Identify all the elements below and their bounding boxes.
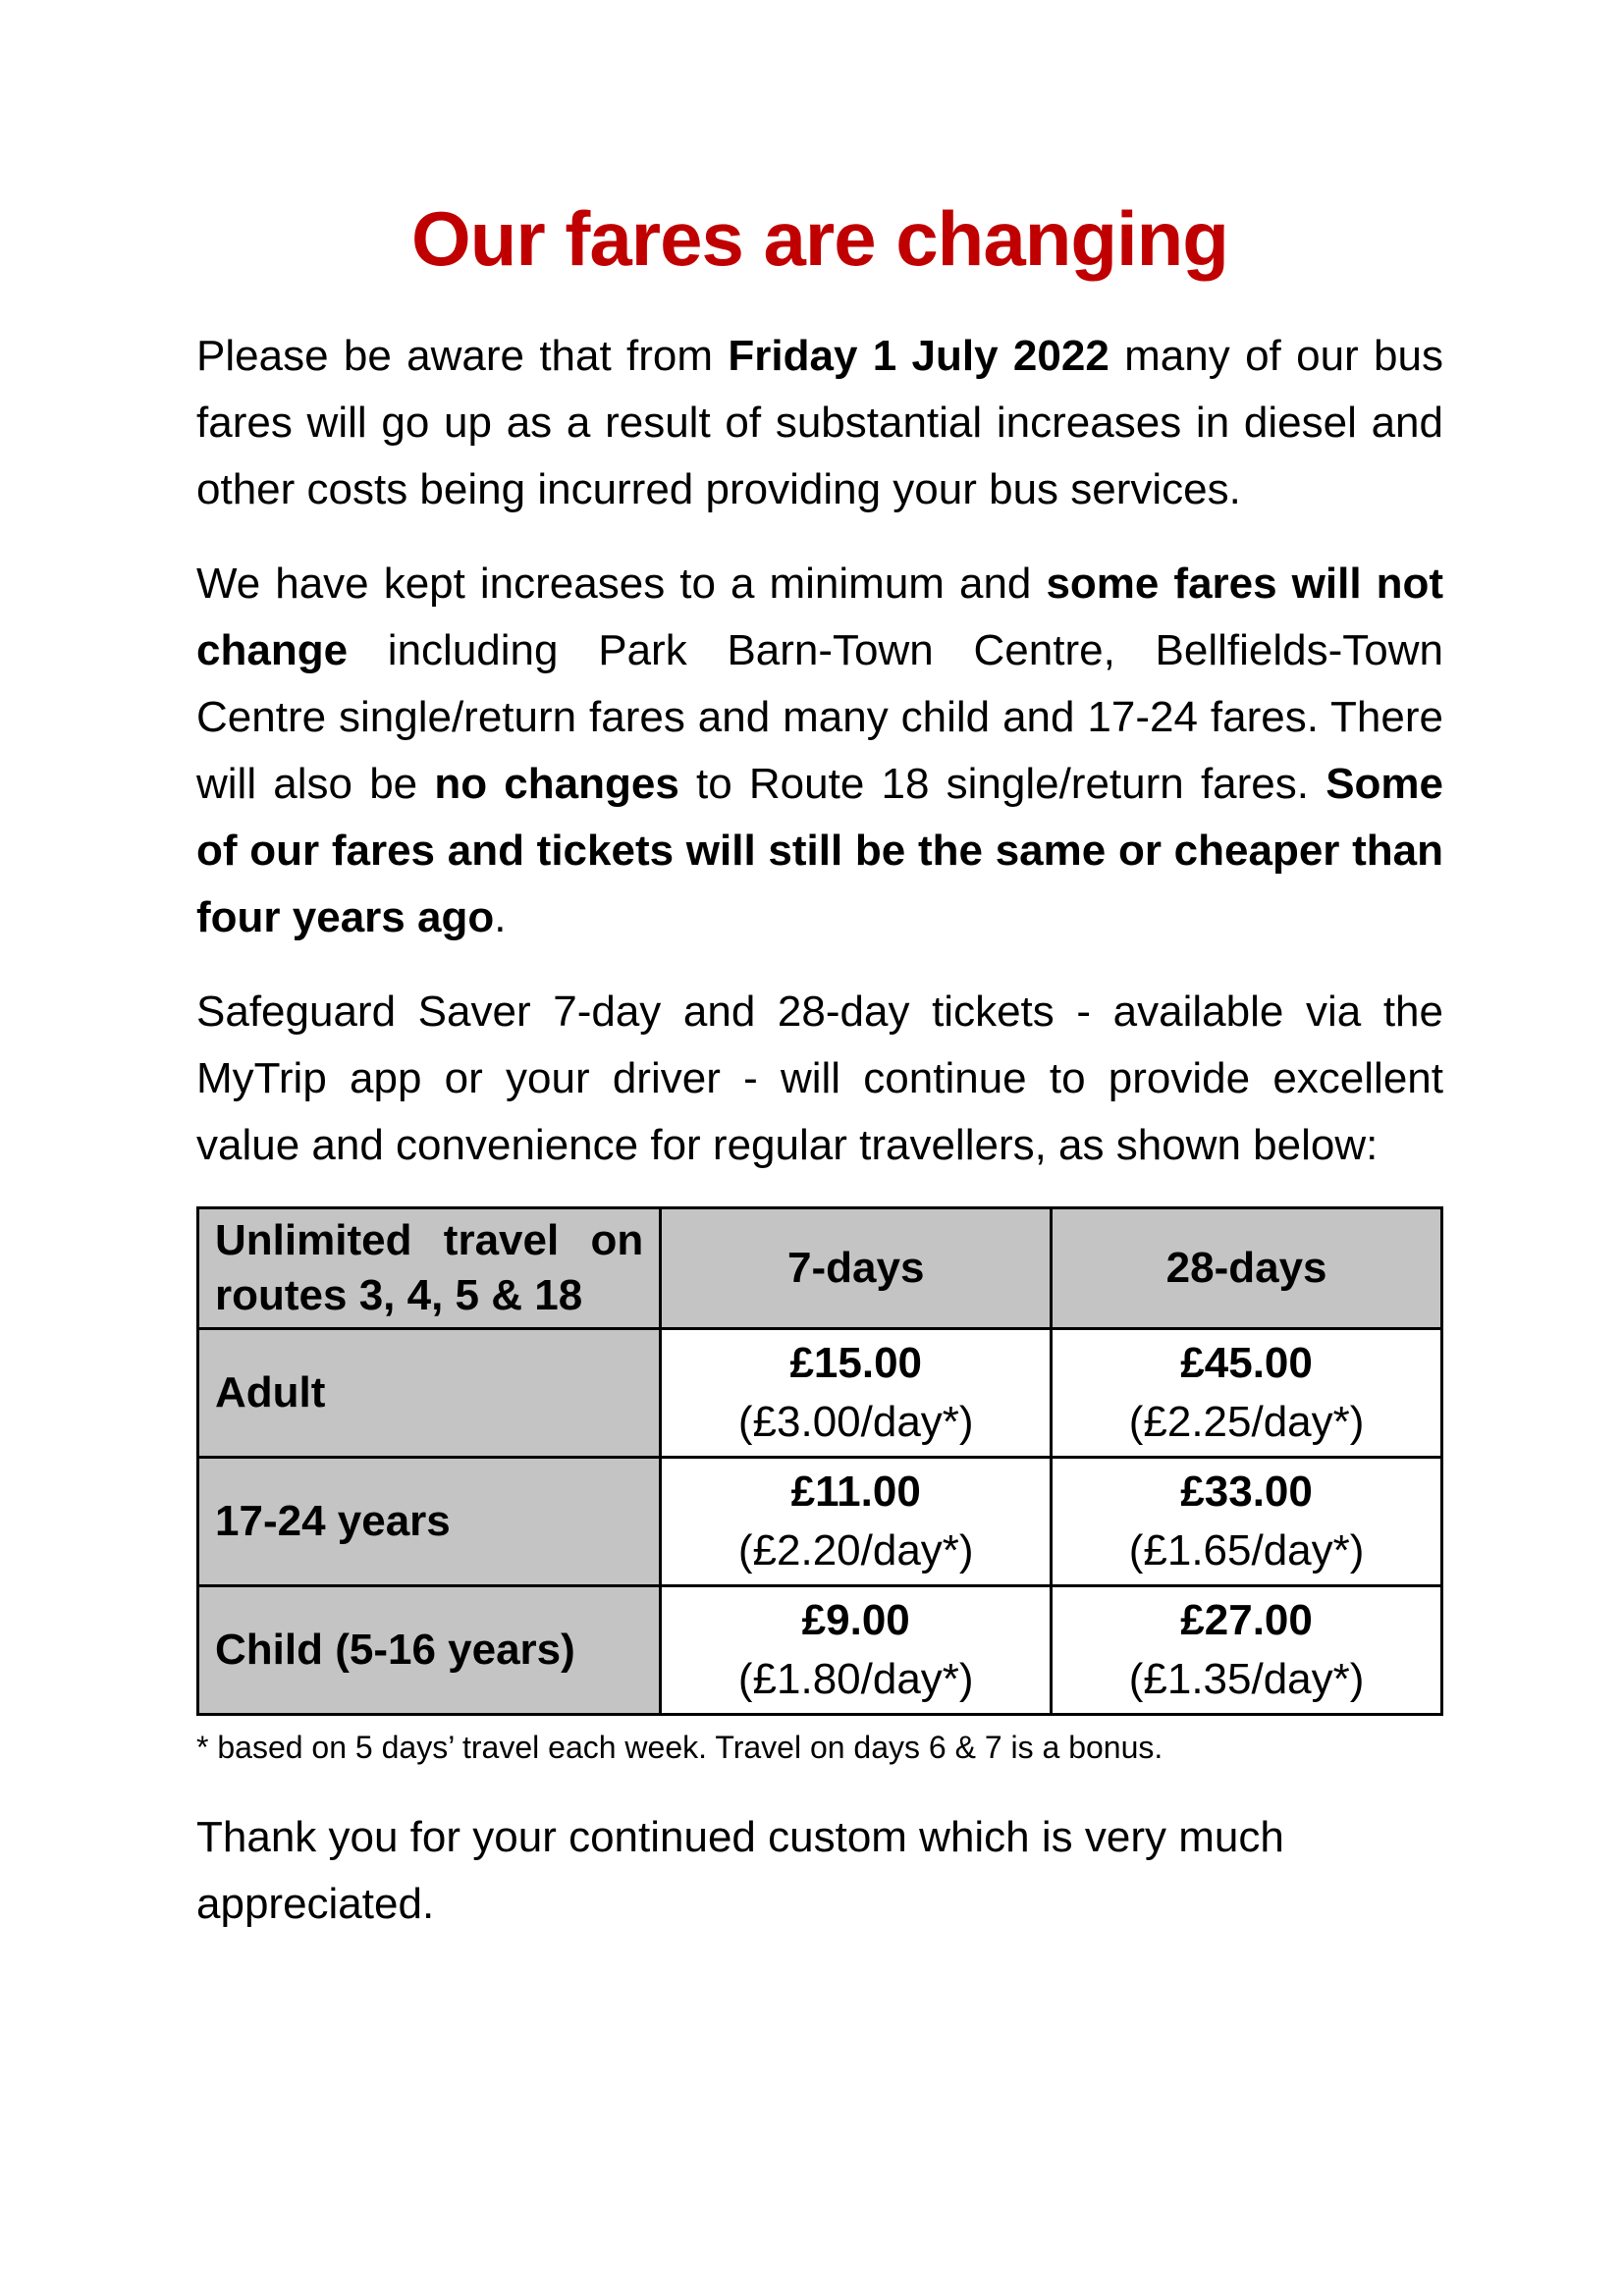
adult-28days-cell — [1052, 1329, 1442, 1458]
routes-header-line-2: routes 3, 4, 5 & 18 — [215, 1271, 583, 1320]
closing-paragraph: Thank you for your continued custom which is very much appreciated. — [196, 1813, 1284, 1929]
price-amount: £11.00 — [790, 1468, 921, 1517]
row-label-child: Child (5-16 years) — [198, 1586, 661, 1715]
price-per-day: (£1.65/day*) — [1128, 1526, 1365, 1575]
price-per-day: (£3.00/day*) — [737, 1398, 974, 1447]
price-amount: £9.00 — [801, 1596, 910, 1645]
price-amount: £27.00 — [1180, 1596, 1313, 1645]
table-header-row — [198, 1208, 1442, 1329]
price-per-day: (£1.80/day*) — [737, 1655, 974, 1704]
price-amount: £45.00 — [1180, 1339, 1313, 1388]
17-24-28days-cell — [1052, 1458, 1442, 1586]
price-per-day: (£2.20/day*) — [737, 1526, 974, 1575]
table-footnote: * based on 5 days’ travel each week. Travel on days 6 & 7 is a bonus. — [196, 1730, 1163, 1766]
paragraph-changes: We have kept increases to a minimum and some fares will not change including Park Barn-Town Centre, Bellfields-Town Centre single/return fares and many child and 17-24 fares. There will also be no changes to Route 18 single/return fares. Some of our fares and tickets will still be the same or cheaper than four years ago. — [196, 560, 1444, 942]
price-per-day: (£2.25/day*) — [1128, 1398, 1365, 1447]
price-per-day: (£1.35/day*) — [1128, 1655, 1365, 1704]
child-28days-cell — [1052, 1586, 1442, 1715]
child-7days-cell — [661, 1586, 1052, 1715]
routes-header-line-1: Unlimited travel on — [215, 1216, 644, 1265]
fares-table — [196, 1206, 1443, 1716]
page-title: Our fares are changing — [411, 195, 1228, 282]
header-cell-7days: 7-days — [661, 1208, 1052, 1329]
price-amount: £15.00 — [789, 1339, 923, 1388]
table-row-17-24 — [198, 1458, 1442, 1586]
row-label-adult: Adult — [198, 1329, 661, 1458]
adult-7days-cell — [661, 1329, 1052, 1458]
17-24-7days-cell — [661, 1458, 1052, 1586]
table-row-adult — [198, 1329, 1442, 1458]
paragraph-intro: Please be aware that from Friday 1 July 2022 many of our bus fares will go up as a result of substantial increases in diesel and other costs being incurred providing your bus services. — [196, 332, 1443, 514]
paragraph-saver: Safeguard Saver 7-day and 28-day tickets - available via the MyTrip app or your driver - will continue to provide excellent value and convenience for regular travellers, as shown below: — [196, 988, 1443, 1170]
table-row-child — [198, 1586, 1442, 1715]
header-cell-28days: 28-days — [1052, 1208, 1442, 1329]
row-label-17-24: 17-24 years — [198, 1458, 661, 1586]
price-amount: £33.00 — [1180, 1468, 1313, 1517]
header-cell-routes — [198, 1208, 661, 1329]
